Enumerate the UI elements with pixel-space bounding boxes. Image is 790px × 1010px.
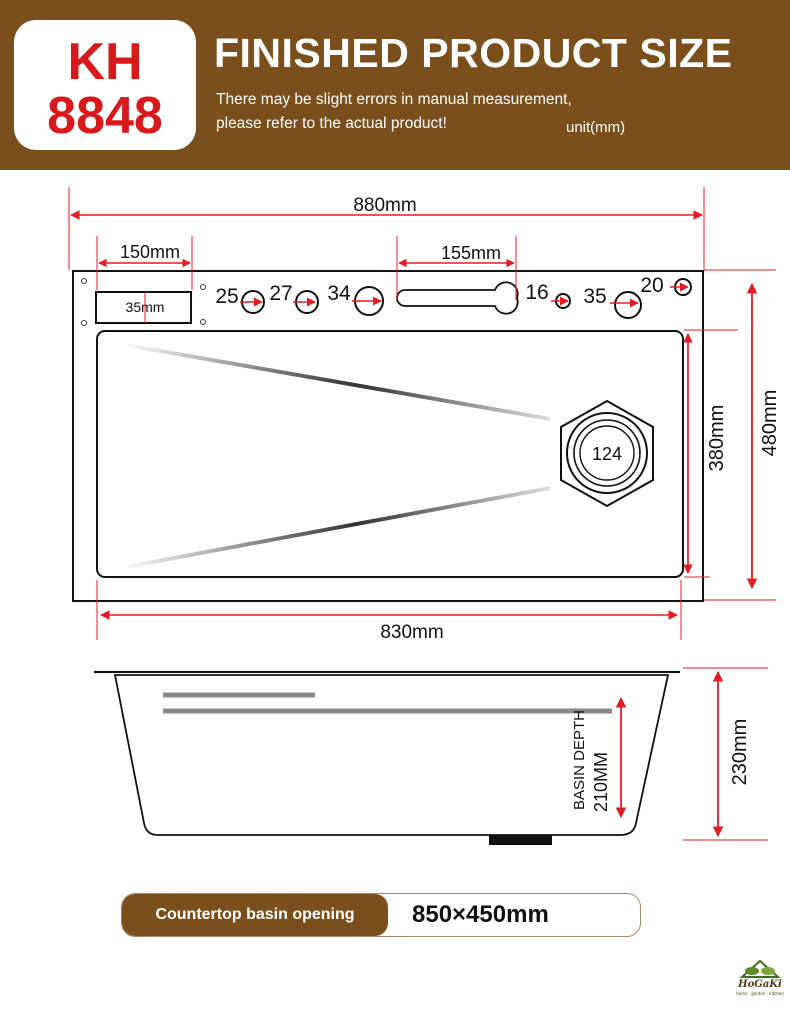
house-leaf-icon — [732, 955, 788, 981]
holder-width-label: 155mm — [440, 243, 502, 263]
overall-height-label: 230mm — [729, 718, 751, 786]
brand-logo-tagline: home · garden · kitchen — [736, 991, 784, 996]
basin-length-label: 830mm — [380, 622, 444, 643]
brand-logo-name: HoGaKi — [738, 979, 782, 990]
soap-box-depth-label: 35mm — [125, 299, 165, 315]
soap-box — [96, 292, 191, 323]
page-title: FINISHED PRODUCT SIZE — [214, 30, 733, 76]
hole-16-label: 16 — [525, 281, 549, 304]
basin-depth-label-line2: 210MM — [591, 751, 611, 813]
countertop-opening-label: Countertop basin opening — [122, 894, 388, 936]
model-code-line2: 8848 — [47, 87, 163, 145]
unit-label: unit(mm) — [566, 119, 626, 136]
countertop-opening-value: 850×450mm — [412, 901, 549, 928]
hole-27-label: 27 — [269, 282, 293, 305]
overall-height-dimension — [683, 668, 768, 840]
basin-width-label: 380mm — [706, 404, 728, 472]
brand-logo — [732, 955, 788, 999]
overall-width-label: 880mm — [353, 195, 417, 216]
hole-25-label: 25 — [215, 285, 239, 308]
measurement-note-line1: There may be slight errors in manual measurement, — [216, 91, 572, 108]
drain-diameter-label: 124 — [591, 444, 623, 464]
hole-35-label: 35 — [583, 285, 607, 308]
model-code-line1: KH — [67, 33, 143, 91]
drain-outlet — [489, 835, 552, 845]
soap-box-width-label: 150mm — [119, 242, 181, 262]
measurement-note-line2: please refer to the actual product! — [216, 115, 447, 132]
hole-20-label: 20 — [640, 274, 664, 297]
overall-depth-label: 480mm — [759, 389, 781, 457]
hole-34-label: 34 — [327, 282, 351, 305]
countertop-opening-panel — [121, 893, 641, 937]
basin-depth-label-line1: BASIN DEPTH — [571, 709, 588, 811]
